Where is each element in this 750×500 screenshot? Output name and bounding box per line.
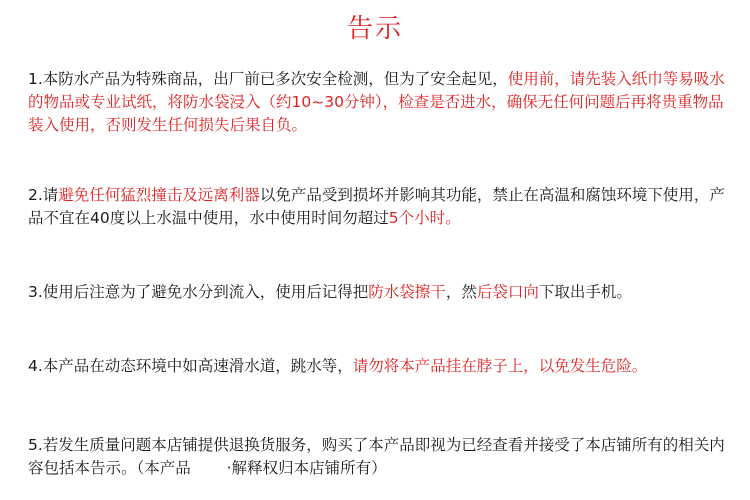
notice-1-text: 1.本防水产品为特殊商品，出厂前已多次安全检测，但为了安全起见， [28,70,508,88]
notice-item-3 [28,281,728,304]
notice-2-text-a: 2.请 [28,186,59,204]
notice-5-text: 5.若发生质量问题本店铺提供退换货服务，购买了本产品即视为已经查看并接受了本店铺所有的相关内容包括本告示。（本产品 ·解释权归本店铺所有） [28,436,725,477]
notice-2-highlight-a: 避免任何猛烈撞击及远离利器 [58,186,260,204]
notice-3-highlight-b: 后袋口向 [476,283,539,301]
notice-3-text-c: 下取出手机。 [538,283,632,301]
notice-2-highlight-b: 5个小时。 [388,209,461,227]
notice-item-5 [28,434,728,480]
notice-2-text-b: 以免产品受到损坏并影响其功能，禁止在高温和腐蚀环境下使用，产品不宜在40度以上水温中使用，水中使用时间勿超过 [28,186,725,227]
notice-item-2 [28,184,728,230]
notice-1-highlight: 使用前，请先装入纸巾等易吸水的物品或专业试纸，将防水袋浸入（约10~30分钟），检查是否进水，确保无任何问题后再将贵重物品装入使用，否则发生任何损失后果自负。 [28,70,725,134]
notice-item-1 [28,68,728,137]
notice-3-text-b: ，然 [445,283,477,301]
notice-4-highlight: 请勿将本产品挂在脖子上，以免发生危险。 [352,357,648,375]
notice-3-highlight-a: 防水袋擦干 [368,283,446,301]
notice-4-text: 4.本产品在动态环境中如高速滑水道，跳水等， [28,357,353,375]
notice-3-text-a: 3.使用后注意为了避免水分到流入，使用后记得把 [28,283,369,301]
notice-title: 告示 [346,14,403,44]
notice-item-4 [28,355,728,378]
